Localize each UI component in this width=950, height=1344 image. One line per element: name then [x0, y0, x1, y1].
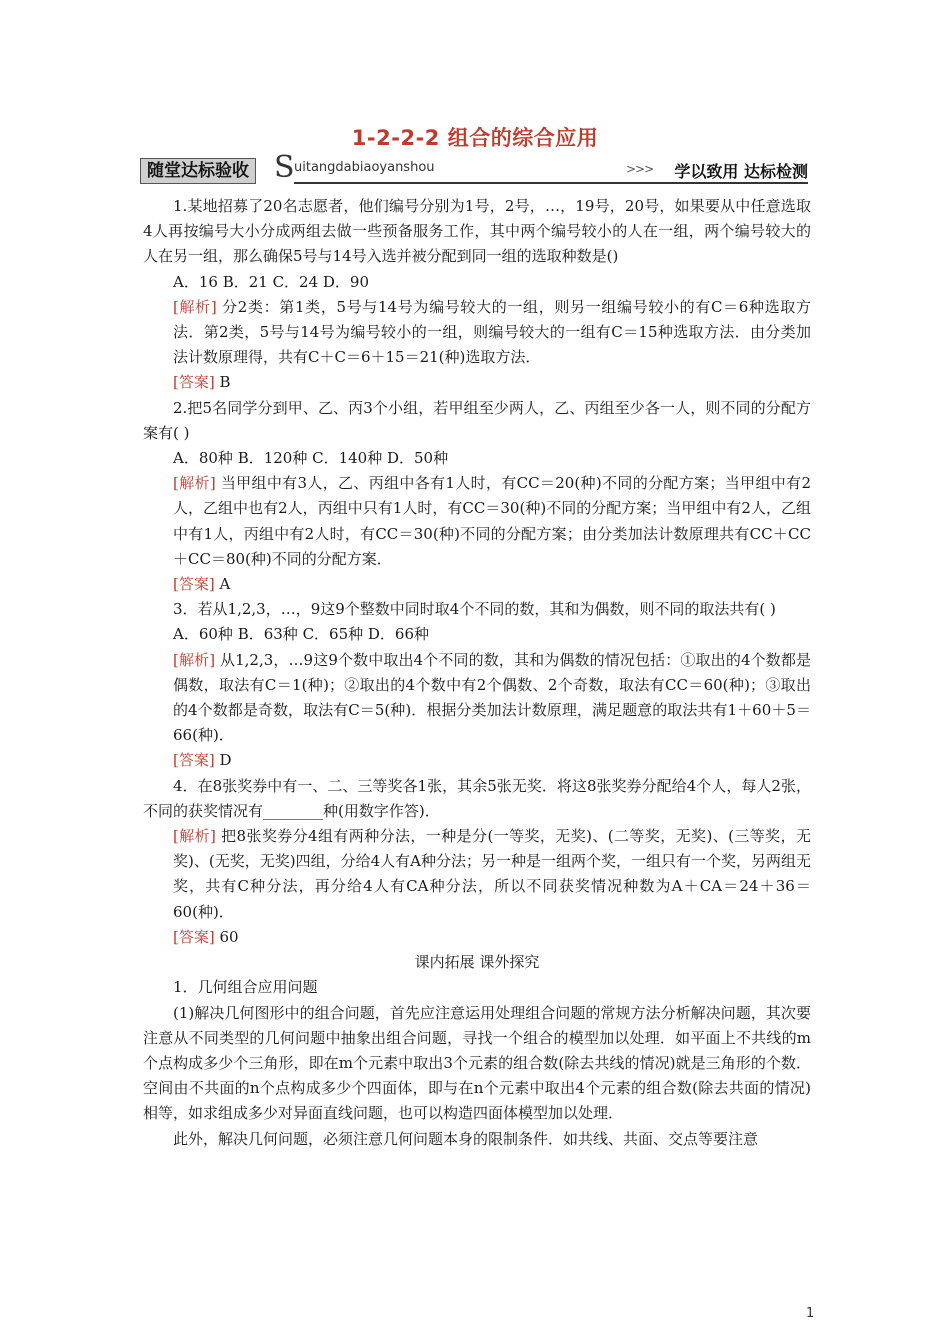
answer-tag: [答案]	[173, 373, 215, 392]
page-number: 1	[806, 1306, 815, 1321]
extension-subheading: 1．几何组合应用问题	[173, 978, 318, 997]
question-2-options: A．80种 B．120种 C．140种 D．50种	[173, 449, 449, 468]
page-title: 1-2-2-2 组合的综合应用	[351, 126, 599, 150]
banner-slogan: 学以致用 达标检测	[674, 162, 808, 181]
question-3-analysis: [解析] 从1,2,3，…9这9个数中取出4个不同的数，其和为偶数的情况包括：①取出的4个数都是偶数，取法有C＝1(种)；②取出的4个数中有2个偶数、2个奇数，取法有CC＝60(种)；③取出的4个数都是奇数，取法有C＝5(种)．根据分类加法计数原理，满足题意的取法共有1＋60＋5＝66(种)．	[173, 650, 811, 745]
banner-underline	[294, 182, 808, 184]
extension-paragraph-2: 此外，解决几何问题，必须注意几何问题本身的限制条件．如共线、共面、交点等要注意	[173, 1129, 759, 1148]
question-1-analysis: [解析] 分2类：第1类，5号与14号为编号较大的一组，则另一组编号较小的有C＝6种选取方法．第2类，5号与14号为编号较小的一组，则编号较大的一组有C＝15种选取方法．由分类加法计数原理得，共有C＋C＝6＋15＝21(种)选取方法．	[173, 297, 811, 367]
answer-tag: [答案]	[173, 927, 215, 946]
question-3-answer: [答案] D	[173, 751, 232, 770]
question-1-answer: [答案] B	[173, 373, 231, 392]
answer-tag: [答案]	[173, 751, 215, 770]
banner-initial: S	[274, 150, 295, 185]
question-4-stem: 4．在8张奖券中有一、二、三等奖各1张，其余5张无奖．将这8张奖券分配给4个人，每人2张，不同的获奖情况有________种(用数字作答)．	[143, 776, 812, 820]
banner-pinyin: uitangdabiaoyanshou	[294, 160, 435, 175]
analysis-tag: [解析]	[173, 297, 217, 316]
answer-tag: [答案]	[173, 575, 215, 594]
question-4-answer: [答案] 60	[173, 927, 239, 946]
document-body	[143, 194, 811, 1152]
question-3-stem: 3．若从1,2,3，…，9这9个整数中同时取4个不同的数，其和为偶数，则不同的取法共有( )	[173, 600, 776, 619]
question-1-options: A．16 B．21 C．24 D．90	[173, 272, 370, 291]
banner-arrows-icon: >>>	[626, 162, 654, 176]
question-2-answer: [答案] A	[173, 575, 231, 594]
section-banner	[140, 150, 812, 186]
question-3-options: A．60种 B．63种 C．65种 D．66种	[173, 625, 430, 644]
analysis-tag: [解析]	[173, 650, 216, 669]
extension-heading: 课内拓展 课外探究	[414, 953, 540, 972]
question-4-analysis: [解析] 把8张奖券分4组有两种分法，一种是分(一等奖，无奖)、(二等奖，无奖)、(三等奖，无奖)、(无奖，无奖)四组，分给4人有A种分法；另一种是一组两个奖，一组只有一个奖，另两组无奖，共有C种分法，再分给4人有CA种分法，所以不同获奖情况种数为A＋CA＝24＋36＝60(种)．	[173, 827, 811, 921]
question-2-stem: 2.把5名同学分到甲、乙、丙3个小组，若甲组至少两人，乙、丙组至少各一人，则不同的分配方案有( )	[143, 398, 811, 442]
analysis-tag: [解析]	[173, 827, 216, 846]
analysis-tag: [解析]	[173, 474, 216, 493]
question-1-stem: 1.某地招募了20名志愿者，他们编号分别为1号，2号，…，19号，20号，如果要从中任意选取4人再按编号大小分成两组去做一些预备服务工作，其中两个编号较小的人在一组，两个编号较大的人在另一组，那么确保5号与14号入选并被分配到同一组的选取种数是()	[143, 197, 811, 266]
question-2-analysis: [解析] 当甲组中有3人，乙、丙组中各有1人时，有CC＝20(种)不同的分配方案；当甲组中有2人，乙组中也有2人，丙组中只有1人时，有CC＝30(种)不同的分配方案；当甲组中有2人，乙组中有1人，丙组中有2人时，有CC＝30(种)不同的分配方案；由分类加法计数原理共有CC＋CC＋CC＝80(种)不同的分配方案．	[173, 474, 811, 568]
extension-paragraph-1: (1)解决几何图形中的组合问题，首先应注意运用处理组合问题的常规方法分析解决问题，其次要注意从不同类型的几何问题中抽象出组合问题，寻找一个组合的模型加以处理．如平面上不共线的m个点构成多少个三角形，即在m个元素中取出3个元素的组合数(除去共线的情况)就是三角形的个数．空间由不共面的n个点构成多少个四面体，即与在n个元素中取出4个元素的组合数(除去共面的情况)相等，如求组成多少对异面直线问题，也可以构造四面体模型加以处理．	[143, 1003, 812, 1123]
banner-label: 随堂达标验收	[140, 158, 256, 184]
